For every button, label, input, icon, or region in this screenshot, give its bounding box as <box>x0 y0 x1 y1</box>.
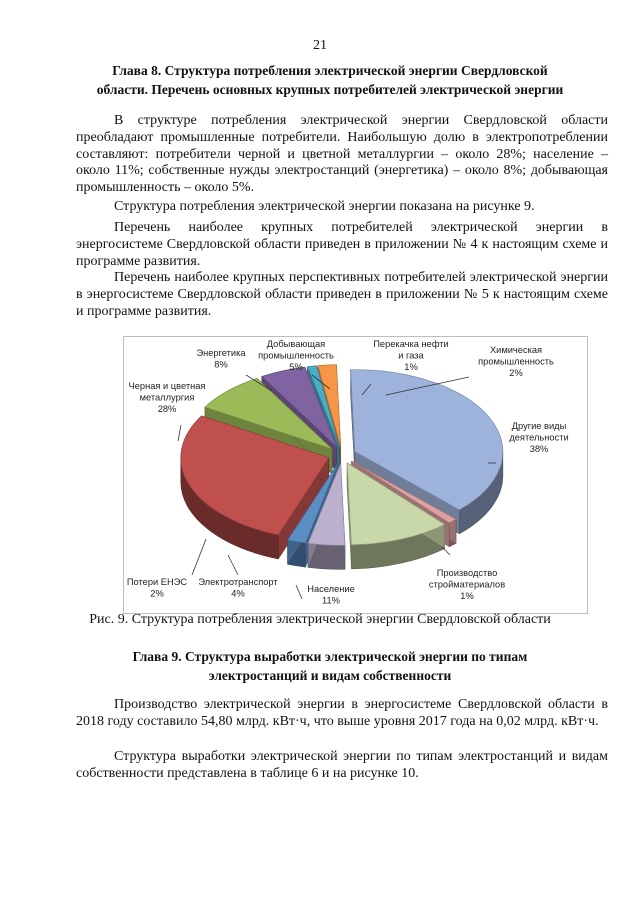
pie-label-4: Потери ЕНЭС 2% <box>126 577 188 599</box>
chapter-9-paragraph-2: Структура выработки электрической энергии по типам электростанций и видам собственности представлена в таблице 6 и на рисунке 10. <box>76 749 608 781</box>
chapter-8-paragraph-3: Перечень наиболее крупных потребителей электрической энергии в энергосистеме Свердловской области приведен в приложении № 4 к настоящим схеме и программе развития. <box>76 220 608 269</box>
chapter-8-heading-line2: области. Перечень основных крупных потребителей электрической энергии <box>96 82 564 97</box>
pie-leader-line-1 <box>442 547 450 555</box>
figure-9-caption: Рис. 9. Структура потребления электрической энергии Свердловской области <box>89 612 551 627</box>
pie-label-9: Химическая промышленность 2% <box>478 345 554 378</box>
pie-label-8: Перекачка нефти и газа 1% <box>373 339 449 372</box>
chapter-9-paragraph-1: Производство электрической энергии в энергосистеме Свердловской области в 2018 году составило 54,80 млрд. кВт·ч, что выше уровня 2017 года на 0,02 млрд. кВт·ч. <box>76 697 608 729</box>
pie-chart-canvas <box>124 337 587 613</box>
chapter-8-paragraph-1: В структуре потребления электрической энергии Свердловской области преобладают промышленные потребители. Наибольшую долю в электропотреблении составляют: потребители черной и цветной металлургии – около 28%; население – около 11%; собственные нужды электростанций (энергетика) – около 8%; добывающая промышленность – около 5%. <box>76 113 608 196</box>
pie-leader-line-2 <box>296 585 302 599</box>
pie-leader-line-3 <box>228 555 238 575</box>
pie-label-5: Черная и цветная металлургия 28% <box>128 381 206 414</box>
pie-leader-line-4 <box>192 539 206 575</box>
page-number: 21 <box>313 38 327 53</box>
pie-label-3: Электротранспорт 4% <box>198 577 278 599</box>
pie-leader-line-5 <box>178 425 181 441</box>
chapter-9-heading-line1: Глава 9. Структура выработки электрической энергии по типам <box>132 649 528 664</box>
chapter-8-heading <box>70 61 590 99</box>
chapter-8-paragraph-2: Структура потребления электрической энергии показана на рисунке 9. <box>114 199 535 214</box>
pie-label-2: Население 11% <box>307 584 355 606</box>
pie-label-6: Энергетика 8% <box>196 348 246 370</box>
pie-label-0: Другие виды деятельности 38% <box>509 421 569 454</box>
pie-label-1: Производство стройматериалов 1% <box>428 568 506 601</box>
consumption-pie-chart <box>123 336 588 614</box>
chapter-9-heading-line2: электростанций и видам собственности <box>208 668 452 683</box>
chapter-8-paragraph-4: Перечень наиболее крупных перспективных потребителей электрической энергии в энергосистеме Свердловской области приведен в приложении № 5 к настоящим схеме и программе развития. <box>76 270 608 319</box>
chapter-8-heading-line1: Глава 8. Структура потребления электрической энергии Свердловской <box>112 63 548 78</box>
pie-label-7: Добывающая промышленность 5% <box>258 339 334 372</box>
chapter-9-heading <box>70 647 590 685</box>
